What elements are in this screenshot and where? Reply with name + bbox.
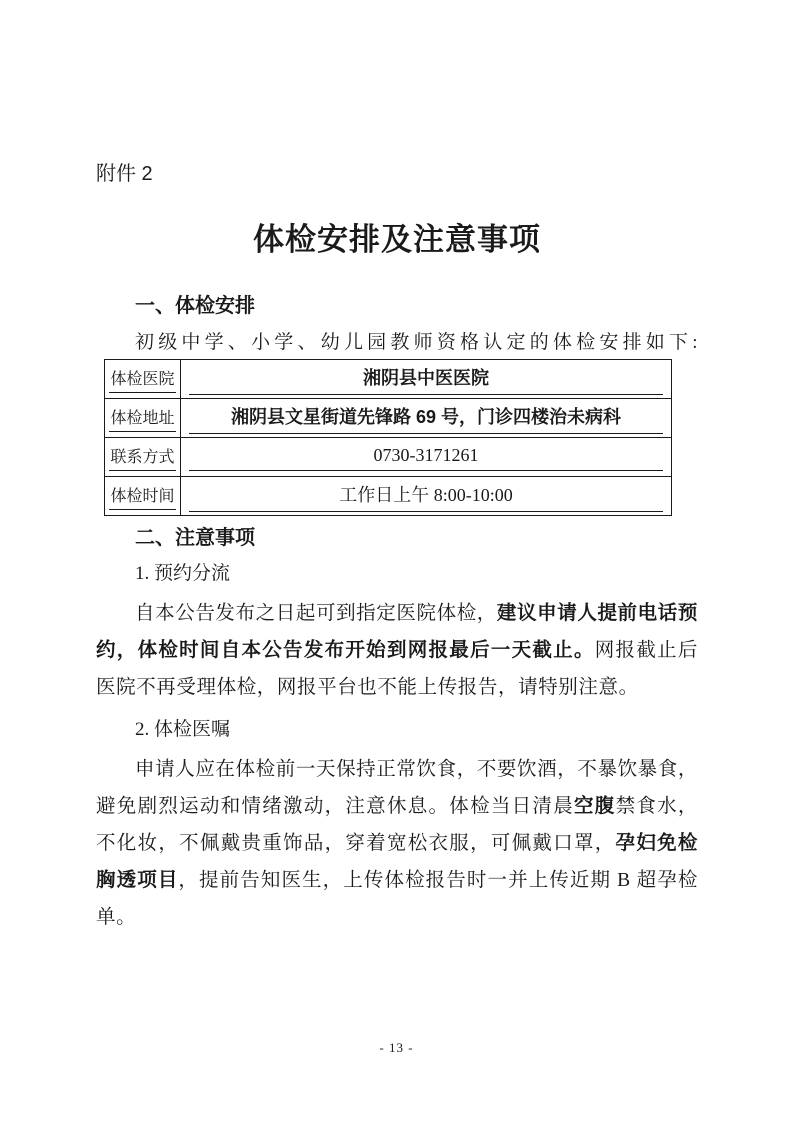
table-row-value: 0730-3171261: [189, 444, 663, 471]
table-row-label-cell: [105, 399, 181, 438]
attachment-label: 附件 2: [96, 163, 153, 185]
page-number: - 13 -: [379, 1040, 414, 1055]
table-row-value: 湘阴县中医医院: [189, 363, 663, 395]
body-text: 自本公告发布之日起可到指定医院体检，: [135, 603, 497, 624]
table-row-value-cell: [181, 438, 672, 477]
body-text: 禁食水，不化妆，不佩戴贵重饰品，穿着宽松衣服，可佩戴口罩，: [96, 796, 699, 854]
body-text: ，提前告知医生，上传体检报告时一并上传近期 B 超孕检单。: [96, 870, 698, 928]
table-row: [105, 399, 672, 438]
emphasis-text: 建议申请人提前电话预约，体检时间自本公告发布开始到网报最后一天截止。: [96, 603, 698, 661]
note-subheading-medical-advice: 2. 体检医嘱: [135, 719, 231, 740]
table-row-label: 联系方式: [109, 443, 175, 471]
table-row-label: 体检时间: [109, 482, 175, 510]
table-row-value-cell: [181, 477, 672, 516]
section-heading-arrangement: 一、体检安排: [135, 295, 255, 317]
section-heading-notes: 二、注意事项: [135, 527, 255, 549]
arrangement-table-body: [105, 360, 672, 516]
table-row: [105, 477, 672, 516]
note-paragraph-appointment: [96, 595, 698, 706]
emphasis-text: 空腹: [573, 796, 616, 817]
emphasis-text: 孕妇免检胸透项目: [96, 833, 698, 891]
note-paragraph-medical-advice: [96, 751, 698, 936]
table-row: [105, 438, 672, 477]
note-subheading-appointment: 1. 预约分流: [135, 563, 231, 584]
table-row-value-cell: [181, 399, 672, 438]
table-row-label: 体检地址: [109, 404, 175, 432]
table-row-value: 湘阴县文星街道先锋路 69 号，门诊四楼治未病科: [189, 402, 663, 434]
table-row-value-cell: [181, 360, 672, 399]
table-row-label: 体检医院: [109, 365, 175, 393]
arrangement-intro-text: 初级中学、小学、幼儿园教师资格认定的体检安排如下:: [135, 332, 698, 353]
body-text: 网报截止后医院不再受理体检，网报平台也不能上传报告，请特别注意。: [96, 640, 698, 698]
arrangement-table: [104, 359, 672, 516]
body-text: 申请人应在体检前一天保持正常饮食，不要饮酒，不暴饮暴食，避免剧烈运动和情绪激动，注意休息。体检当日清晨: [96, 759, 698, 817]
page-title: 体检安排及注意事项: [253, 222, 541, 257]
table-row-label-cell: [105, 360, 181, 399]
table-row-label-cell: [105, 477, 181, 516]
table-row-label-cell: [105, 438, 181, 477]
table-row-value: 工作日上午 8:00-10:00: [189, 480, 663, 512]
table-row: [105, 360, 672, 399]
